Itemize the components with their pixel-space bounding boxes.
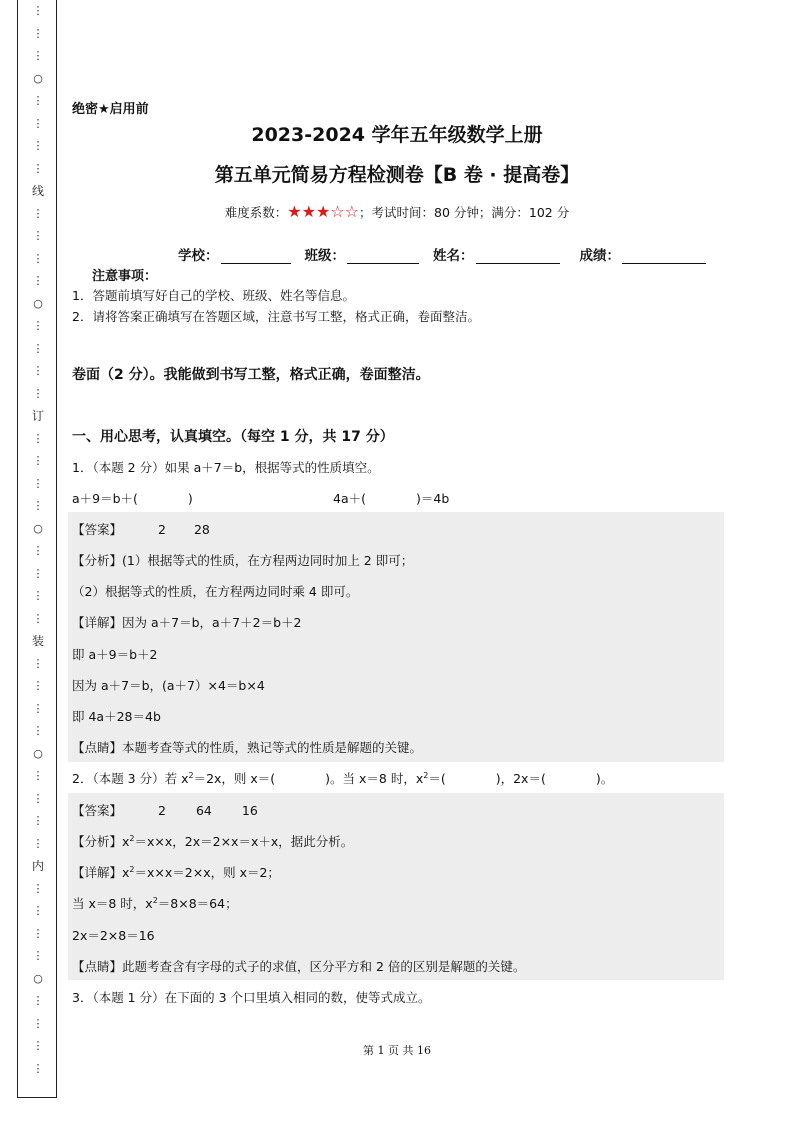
q2-stem: 2．（本题 3 分）若 $x^2=2x$，则 x＝( )。当 x＝8 时，$x^2=$( )，2x＝( )。	[72, 770, 614, 786]
binding-dots-icon: ⋮	[32, 49, 44, 62]
binding-char: 订	[31, 409, 44, 423]
q2-analysis: 【分析】$x^2=x\times x$，2x＝2×x＝x＋x，据此分析。	[72, 833, 354, 849]
neatness-section: 卷面（2 分）。我能做到书写工整，格式正确，卷面整洁。	[72, 367, 430, 383]
class-field[interactable]: 班级：	[305, 244, 420, 264]
star-empty-icon: ☆☆	[330, 202, 359, 221]
binding-dots-icon: ⋮	[32, 1061, 44, 1075]
notice-heading: 注意事项：	[92, 269, 158, 284]
binding-dots-icon: ⋮	[32, 364, 44, 377]
binding-dots-icon: ⋮	[32, 206, 44, 220]
binding-dots-icon: ⋮	[32, 229, 44, 242]
binding-dots-icon: ⋮	[32, 544, 44, 557]
score-field[interactable]: 成绩：	[580, 244, 707, 264]
school-blank[interactable]	[221, 249, 291, 264]
binding-dots-icon: ⋮	[32, 26, 44, 40]
binding-dots-icon: ⋮	[32, 881, 44, 895]
binding-circle-icon: ○	[33, 971, 43, 985]
binding-dots-icon: ⋮	[32, 679, 44, 692]
binding-dots-icon: ⋮	[32, 611, 44, 625]
binding-dots-icon: ⋮	[32, 949, 44, 962]
binding-dots-icon: ⋮	[32, 476, 44, 490]
binding-dots-icon: ⋮	[32, 1016, 44, 1030]
page-subtitle: 第五单元简易方程检测卷【B 卷 · 提高卷】	[214, 164, 580, 186]
binding-dots-icon: ⋮	[32, 589, 44, 602]
binding-circle-icon: ○	[33, 71, 43, 85]
notice-item-2: 2．请将答案正确填写在答题区域，注意书写工整，格式正确，卷面整洁。	[72, 309, 480, 324]
binding-dots-icon: ⋮	[32, 341, 44, 355]
q2-answer-block	[68, 793, 724, 980]
binding-circle-icon: ○	[33, 746, 43, 760]
q1-part-a: a＋9＝b＋( )	[72, 491, 193, 506]
q1-comment: 【点睛】本题考查等式的性质，熟记等式的性质是解题的关键。	[72, 740, 423, 755]
binding-dots-icon: ⋮	[32, 431, 44, 445]
name-field[interactable]: 姓名：	[433, 244, 560, 264]
binding-dots-icon: ⋮	[32, 994, 44, 1007]
binding-dots-icon: ⋮	[32, 274, 44, 287]
binding-circle-icon: ○	[33, 296, 43, 310]
binding-dots-icon: ⋮	[32, 724, 44, 737]
notice-item-1: 1．答题前填写好自己的学校、班级、姓名等信息。	[72, 288, 355, 303]
binding-dots-icon: ⋮	[32, 251, 44, 265]
binding-dots-icon: ⋮	[32, 926, 44, 940]
binding-dots-icon: ⋮	[32, 386, 44, 400]
binding-dots-icon: ⋮	[32, 161, 44, 175]
binding-dots-icon: ⋮	[32, 4, 44, 17]
binding-dots-icon: ⋮	[32, 701, 44, 715]
q2-comment: 【点睛】此题考查含有字母的式子的求值，区分平方和 2 倍的区别是解题的关键。	[72, 959, 526, 974]
difficulty-stars	[287, 202, 359, 221]
binding-dots-icon: ⋮	[32, 319, 44, 332]
score-blank[interactable]	[622, 249, 706, 264]
q2-detail-3: 2x＝2×8＝16	[72, 928, 155, 943]
binding-dots-icon: ⋮	[32, 566, 44, 580]
page-title: 2023-2024 学年五年级数学上册	[251, 124, 543, 146]
binding-dots-icon: ⋮	[32, 656, 44, 670]
page-footer: 第 1 页 共 16	[363, 1044, 431, 1057]
binding-char: 线	[31, 184, 44, 198]
q1-detail-4: 即 4a＋28＝4b	[72, 709, 161, 724]
q1-answer: 【答案】 2 28	[72, 522, 210, 537]
binding-dots-icon: ⋮	[32, 814, 44, 827]
binding-dots-icon: ⋮	[32, 94, 44, 107]
q1-answer-block	[68, 512, 724, 762]
binding-dots-icon: ⋮	[32, 904, 44, 917]
binding-dots-icon: ⋮	[32, 1039, 44, 1052]
binding-dots-icon: ⋮	[32, 116, 44, 130]
confidential-label: 绝密★启用前	[72, 102, 149, 117]
binding-char: 内	[31, 859, 44, 873]
binding-dots-icon: ⋮	[32, 499, 44, 512]
binding-dots-icon: ⋮	[32, 836, 44, 850]
q1-part-b: 4a＋( )＝4b	[333, 491, 450, 506]
q1-answer-2: 28	[193, 522, 210, 537]
q2-detail-1: 【详解】$x^2=x\times x=2\times x$，则 x＝2；	[72, 864, 280, 880]
exam-meta	[0, 202, 794, 221]
student-info-fields	[178, 244, 720, 264]
section-1-heading: 一、用心思考，认真填空。（每空 1 分，共 17 分）	[72, 429, 394, 445]
q1-analysis-1: 【分析】(1）根据等式的性质，在方程两边同时加上 2 即可；	[72, 553, 414, 568]
q1-detail-1: 【详解】因为 a＋7＝b，a＋7＋2＝b＋2	[72, 615, 302, 630]
binding-dots-icon: ⋮	[32, 769, 44, 782]
q2-answer: 【答案】 2 64 16	[72, 803, 258, 818]
exam-time-score: ；考试时间：80 分钟；满分：102 分	[359, 205, 570, 220]
q1-detail-3: 因为 a＋7＝b，(a＋7）×4＝b×4	[72, 678, 265, 693]
q2-answer-3: 16	[241, 803, 258, 818]
q1-answer-1: 2	[158, 522, 166, 537]
binding-dots-icon: ⋮	[32, 791, 44, 805]
binding-char: 装	[31, 634, 44, 648]
q2-answer-1: 2	[158, 803, 166, 818]
star-filled-icon: ★★★	[287, 202, 331, 221]
class-blank[interactable]	[347, 249, 419, 264]
school-field[interactable]: 学校：	[178, 244, 291, 264]
q3-stem: 3．（本题 1 分）在下面的 3 个口里填入相同的数，使等式成立。	[72, 990, 431, 1005]
q2-detail-2: 当 x＝8 时，$x^2=8\times 8=64$；	[72, 895, 238, 911]
binding-dots-icon: ⋮	[32, 139, 44, 152]
q2-answer-2: 64	[195, 803, 212, 818]
q1-detail-2: 即 a＋9＝b＋2	[72, 647, 158, 662]
difficulty-label: 难度系数：	[224, 205, 288, 220]
binding-dots-icon: ⋮	[32, 454, 44, 467]
binding-circle-icon: ○	[33, 521, 43, 535]
q1-stem: 1．（本题 2 分）如果 a＋7＝b，根据等式的性质填空。	[72, 460, 380, 475]
name-blank[interactable]	[476, 249, 560, 264]
q1-analysis-2: （2）根据等式的性质，在方程两边同时乘 4 即可。	[72, 584, 359, 599]
